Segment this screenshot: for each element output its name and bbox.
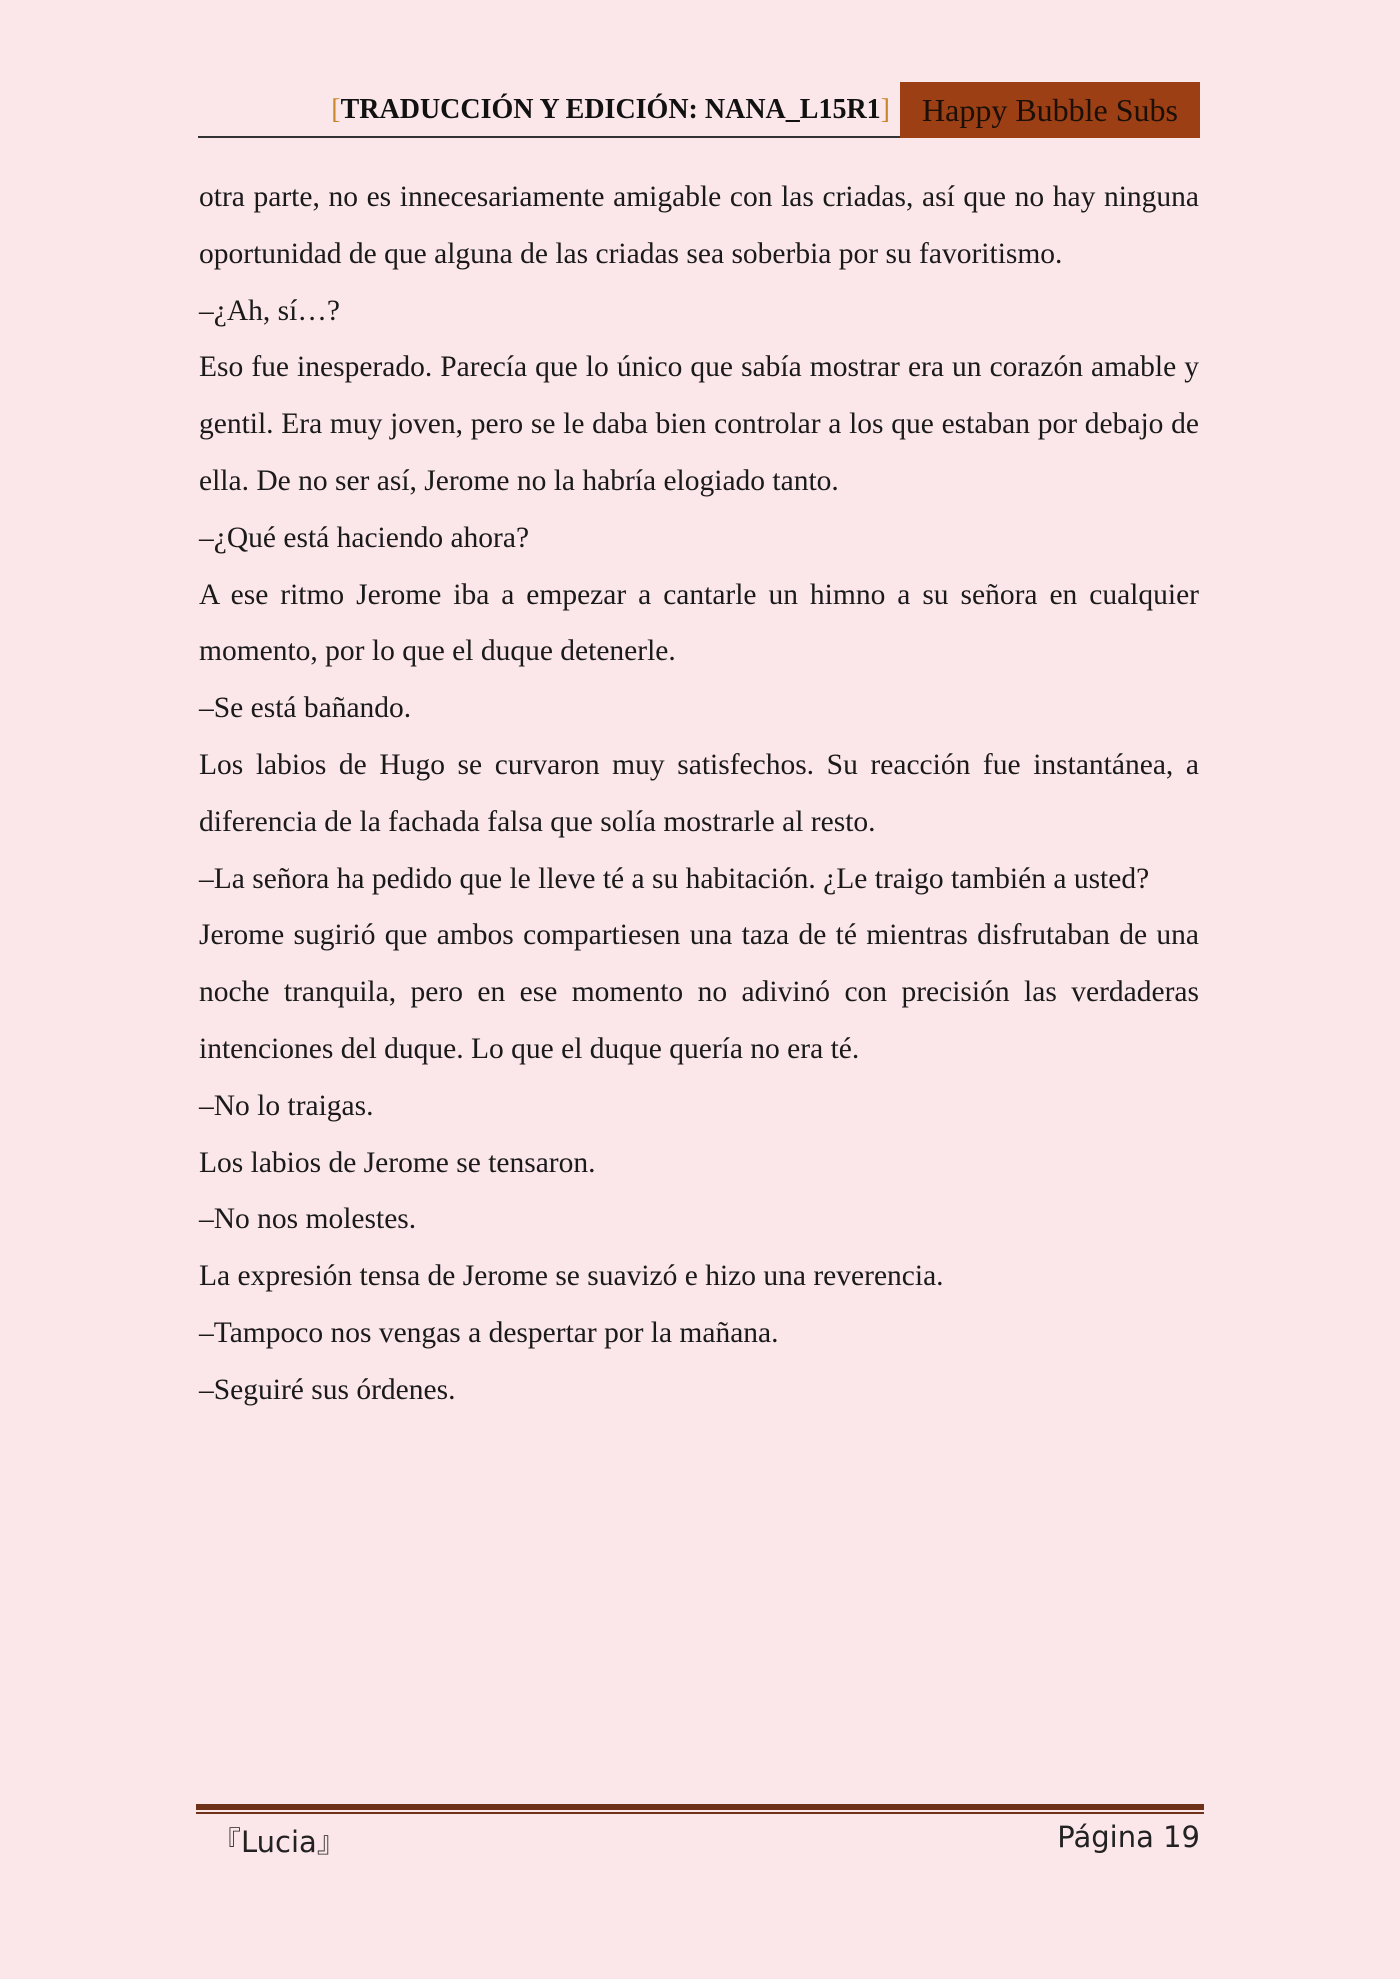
paragraph: A ese ritmo Jerome iba a empezar a cantarle un himno a su señora en cualquier momento, por lo que el duque detenerle. <box>199 578 1199 668</box>
paragraph: Los labios de Jerome se tensaron. <box>199 1146 596 1179</box>
paragraph: –Tampoco nos vengas a despertar por la mañana. <box>199 1316 779 1349</box>
header-bracket-close: ] <box>880 94 890 125</box>
header-divider <box>198 136 900 138</box>
header-title <box>331 94 890 126</box>
footer-divider-thick <box>196 1804 1204 1810</box>
paragraph: Eso fue inesperado. Parecía que lo único que sabía mostrar era un corazón amable y gentil. Era muy joven, pero se le daba bien controlar a los que estaban por debajo de ella. De no ser así, Jerome no la habría elogiado tanto. <box>199 351 1199 497</box>
footer-divider-thin <box>196 1812 1204 1814</box>
paragraph: Los labios de Hugo se curvaron muy satisfechos. Su reacción fue instantánea, a diferencia de la fachada falsa que solía mostrarle al resto. <box>199 748 1199 838</box>
paragraph: –¿Qué está haciendo ahora? <box>199 521 530 554</box>
paragraph: La expresión tensa de Jerome se suavizó e hizo una reverencia. <box>199 1260 944 1293</box>
paragraph: otra parte, no es innecesariamente amigable con las criadas, así que no hay ninguna oportunidad de que alguna de las criadas sea soberbia por su favoritismo. <box>199 181 1199 270</box>
paragraph: –¿Ah, sí…? <box>199 294 340 327</box>
page-body <box>199 169 1199 1419</box>
paragraph: –No nos molestes. <box>199 1203 417 1236</box>
paragraph: –Se está bañando. <box>199 692 412 725</box>
header-bracket-open: [ <box>331 94 341 125</box>
paragraph: Jerome sugirió que ambos compartiesen una taza de té mientras disfrutaban de una noche tranquila, pero en ese momento no adivinó con precisión las verdaderas intenciones del duque. Lo que el duque quería no era té. <box>199 919 1199 1065</box>
paragraph: –Seguiré sus órdenes. <box>199 1373 456 1406</box>
page-header <box>198 82 1200 138</box>
footer-page-number: Página 19 <box>1057 1820 1200 1854</box>
paragraph: –La señora ha pedido que le lleve té a su habitación. ¿Le traigo también a usted? <box>199 862 1150 895</box>
header-badge: Happy Bubble Subs <box>900 82 1200 138</box>
header-title-text: TRADUCCIÓN Y EDICIÓN: NANA_L15R1 <box>340 94 881 125</box>
footer-book-title: 『Lucia』 <box>212 1825 346 1859</box>
paragraph: –No lo traigas. <box>199 1089 374 1122</box>
